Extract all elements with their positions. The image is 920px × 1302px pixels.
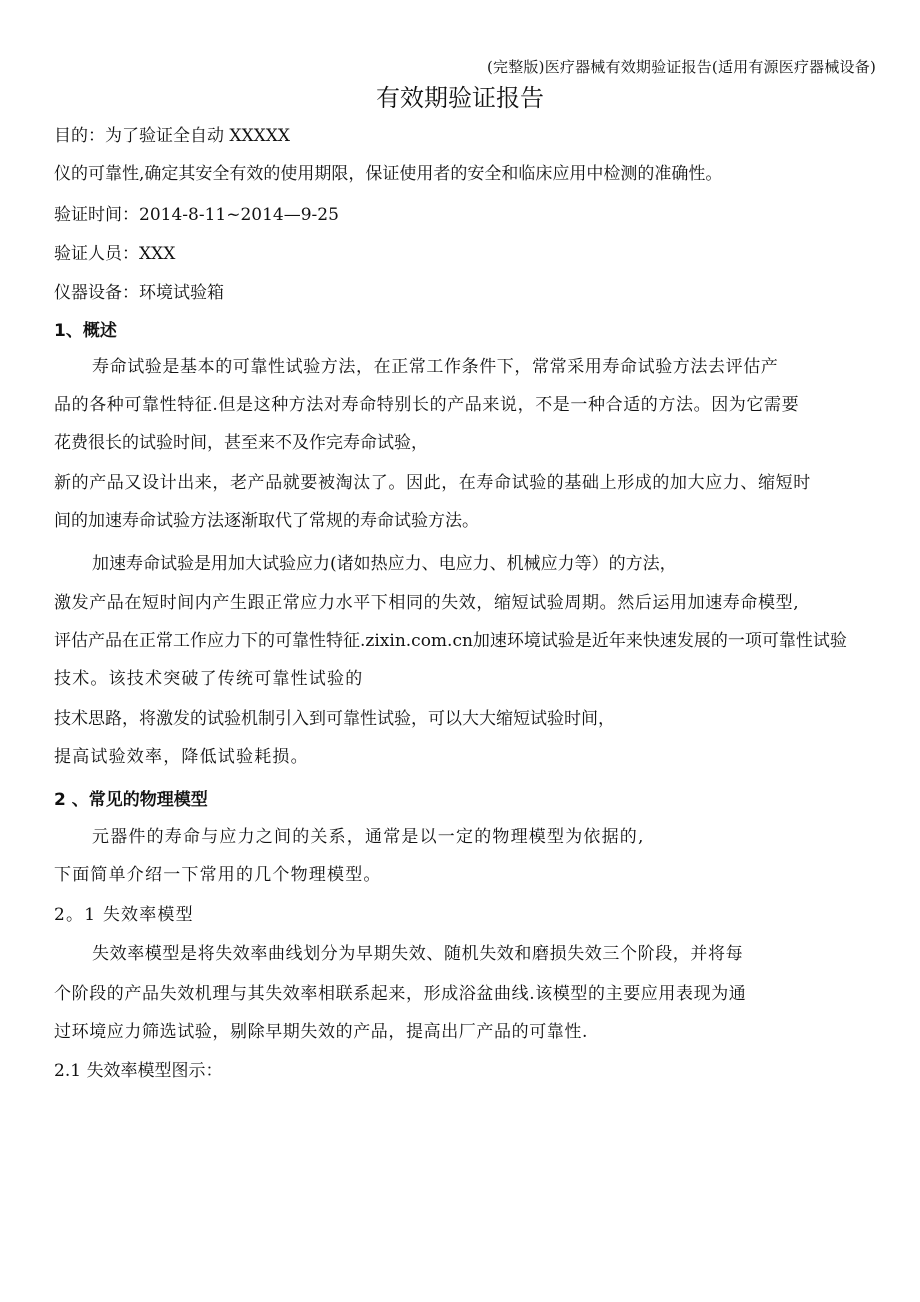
paragraph-line: 寿命试验是基本的可靠性试验方法，在正常工作条件下，常常采用寿命试验方法去评估产: [92, 357, 779, 377]
paragraph-line: 失效率模型是将失效率曲线划分为早期失效、随机失效和磨损失效三个阶段，并将每: [92, 944, 744, 964]
instrument-equipment: 仪器设备：环境试验箱: [54, 283, 224, 303]
paragraph-line: 技术。该技术突破了传统可靠性试验的: [54, 669, 364, 689]
section-1-heading: 1、概述: [54, 321, 117, 341]
paragraph-line: 品的各种可靠性特征.但是这种方法对寿命特别长的产品来说，不是一种合适的方法。因为它需要: [54, 395, 800, 415]
paragraph-line: 过环境应力筛选试验，剔除早期失效的产品，提高出厂产品的可靠性.: [54, 1022, 589, 1042]
paragraph-line: 技术思路，将激发的试验机制引入到可靠性试验，可以大大缩短试验时间，: [54, 709, 615, 729]
purpose-line-1: 目的：为了验证全自动 XXXXX: [54, 126, 290, 146]
paragraph-line: 提高试验效率，降低试验耗损。: [54, 747, 309, 767]
paragraph-line: 元器件的寿命与应力之间的关系，通常是以一定的物理模型为依据的,: [92, 827, 645, 847]
subsection-2-1-heading: 2。1 失效率模型: [54, 905, 194, 925]
paragraph-line: 间的加速寿命试验方法逐渐取代了常规的寿命试验方法。: [54, 511, 479, 531]
section-2-heading: 2 、常见的物理模型: [54, 790, 208, 810]
paragraph-line: 激发产品在短时间内产生跟正常应力水平下相同的失效，缩短试验周期。然后运用加速寿命模型,: [54, 593, 800, 613]
verification-time: 验证时间：2014-8-11~2014—9-25: [54, 205, 339, 225]
paragraph-line: 花费很长的试验时间，甚至来不及作完寿命试验，: [54, 433, 428, 453]
paragraph-line: 下面简单介绍一下常用的几个物理模型。: [54, 865, 382, 885]
purpose-line-2: 仪的可靠性,确定其安全有效的使用期限，保证使用者的安全和临床应用中检测的准确性。: [54, 164, 723, 184]
paragraph-line: 加速寿命试验是用加大试验应力(诸如热应力、电应力、机械应力等）的方法，: [92, 554, 677, 574]
paragraph-line: 新的产品又设计出来，老产品就要被淘汰了。因此，在寿命试验的基础上形成的加大应力、缩短时: [54, 473, 811, 493]
subsection-2-1-figure-caption: 2.1 失效率模型图示：: [54, 1061, 223, 1081]
verification-personnel: 验证人员：XXX: [54, 244, 176, 264]
paragraph-line: 个阶段的产品失效机理与其失效率相联系起来，形成浴盆曲线.该模型的主要应用表现为通: [54, 984, 747, 1004]
paragraph-line: 评估产品在正常工作应力下的可靠性特征.zixin.com.cn加速环境试验是近年来快速发展的一项可靠性试验: [54, 631, 847, 651]
document-title: 有效期验证报告: [376, 84, 544, 112]
header-note: (完整版)医疗器械有效期验证报告(适用有源医疗器械设备): [486, 58, 876, 76]
